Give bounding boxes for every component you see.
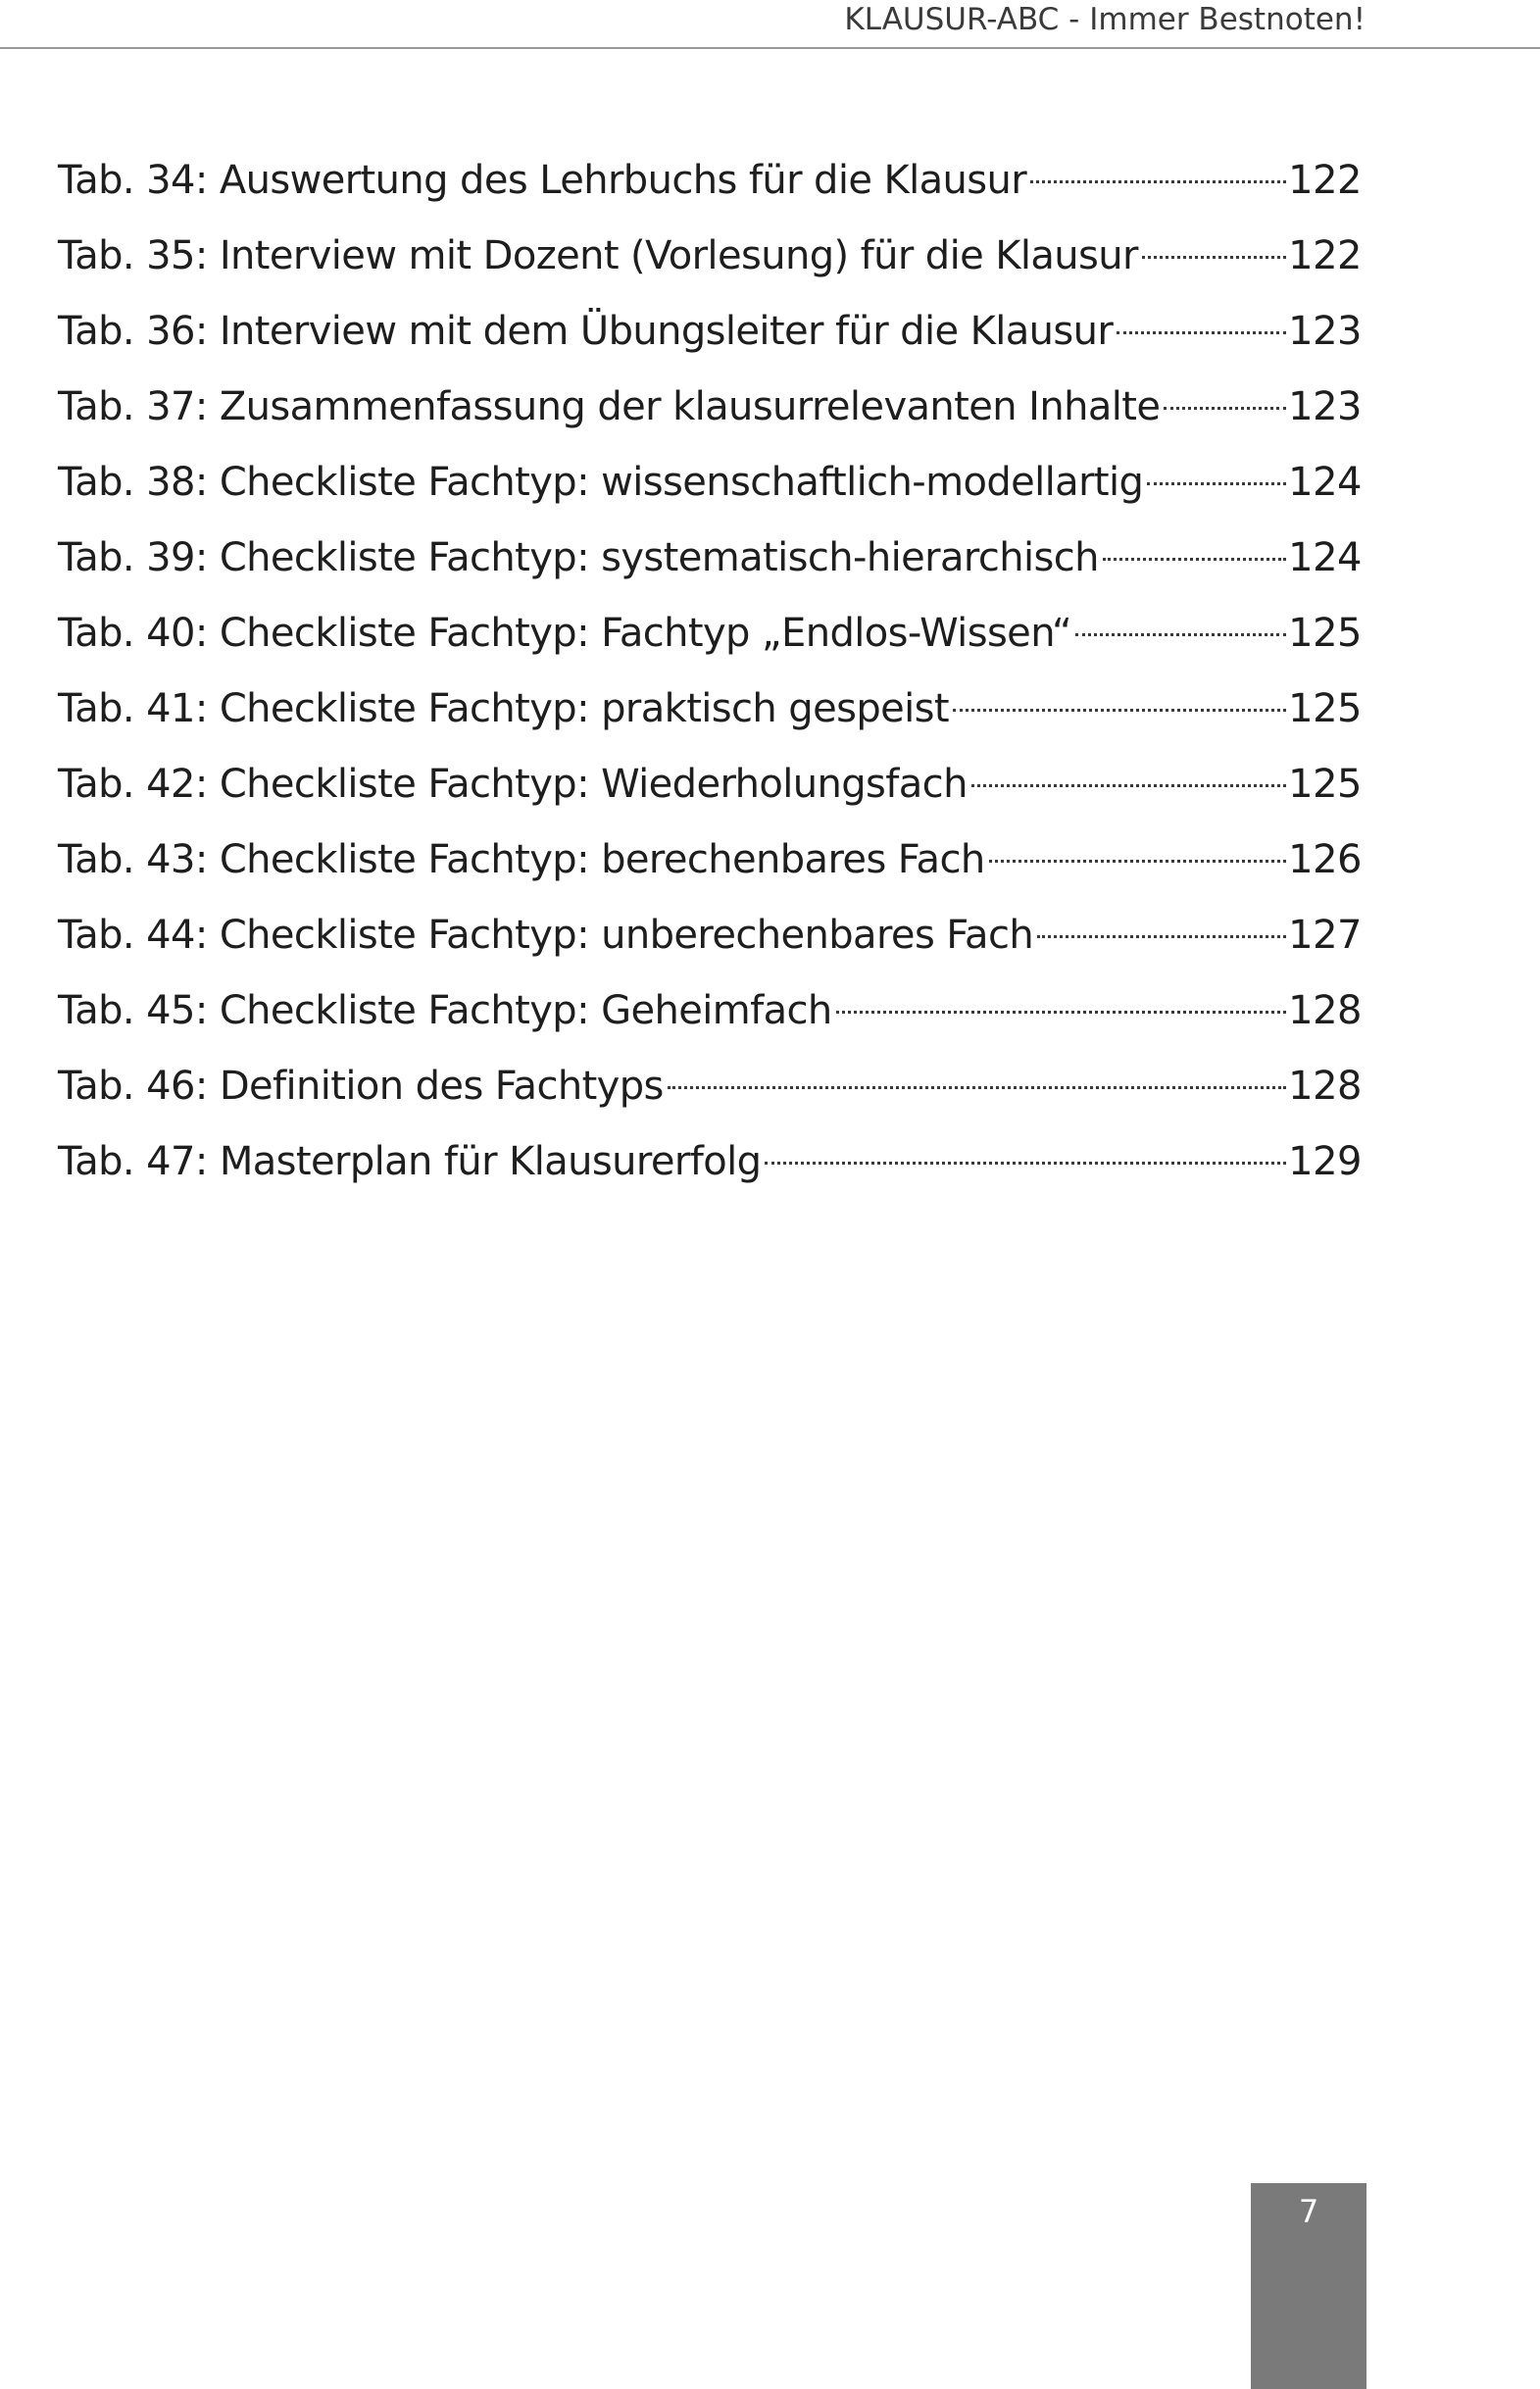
toc-entry[interactable]	[58, 675, 1362, 751]
dot-leader	[1117, 331, 1286, 334]
running-header	[0, 0, 1540, 49]
toc-entry-page: 128	[1288, 1064, 1362, 1109]
toc-entry-title: Tab. 38: Checkliste Fachtyp: wissenschaftlich-modellartig	[58, 460, 1144, 505]
page-number: 7	[1298, 2193, 1319, 2230]
dot-leader	[971, 784, 1286, 787]
dot-leader	[953, 709, 1286, 712]
toc-entry-page: 125	[1288, 686, 1362, 731]
toc-entry[interactable]	[58, 147, 1362, 223]
toc-entry-page: 124	[1288, 535, 1362, 580]
toc-entry[interactable]	[58, 977, 1362, 1053]
toc-entry-page: 122	[1288, 233, 1362, 278]
toc-entry-page: 126	[1288, 837, 1362, 882]
toc-entry-title: Tab. 40: Checkliste Fachtyp: Fachtyp „Endlos-Wissen“	[58, 611, 1072, 656]
running-title: KLAUSUR-ABC - Immer Bestnoten!	[844, 2, 1366, 37]
toc-entry-title: Tab. 41: Checkliste Fachtyp: praktisch gespeist	[58, 686, 949, 731]
toc-entry[interactable]	[58, 826, 1362, 902]
toc-entry-page: 122	[1288, 158, 1362, 203]
dot-leader	[1103, 558, 1286, 561]
toc-entry-title: Tab. 45: Checkliste Fachtyp: Geheimfach	[58, 988, 832, 1033]
toc-entry-title: Tab. 36: Interview mit dem Übungsleiter für die Klausur	[58, 309, 1114, 354]
dot-leader	[836, 1011, 1286, 1014]
dot-leader	[989, 860, 1287, 863]
dot-leader	[1142, 256, 1286, 259]
toc-entry[interactable]	[58, 449, 1362, 524]
toc-entry-page: 123	[1288, 309, 1362, 354]
toc-entry[interactable]	[58, 524, 1362, 600]
table-of-tables	[58, 147, 1362, 1204]
toc-entry-page: 128	[1288, 988, 1362, 1033]
toc-entry[interactable]	[58, 751, 1362, 826]
toc-entry-title: Tab. 43: Checkliste Fachtyp: berechenbares Fach	[58, 837, 985, 882]
toc-entry[interactable]	[58, 902, 1362, 977]
dot-leader	[1037, 935, 1286, 938]
toc-entry-title: Tab. 35: Interview mit Dozent (Vorlesung) für die Klausur	[58, 233, 1138, 278]
toc-entry-title: Tab. 37: Zusammenfassung der klausurrelevanten Inhalte	[58, 384, 1161, 429]
toc-entry-title: Tab. 34: Auswertung des Lehrbuchs für die Klausur	[58, 158, 1027, 203]
dot-leader	[765, 1162, 1286, 1165]
toc-entry-title: Tab. 47: Masterplan für Klausurerfolg	[58, 1139, 762, 1184]
toc-entry-page: 129	[1288, 1139, 1362, 1184]
toc-entry[interactable]	[58, 298, 1362, 373]
toc-entry-page: 123	[1288, 384, 1362, 429]
toc-entry[interactable]	[58, 600, 1362, 675]
dot-leader	[1030, 180, 1286, 183]
dot-leader	[1164, 407, 1286, 410]
toc-entry-page: 127	[1288, 913, 1362, 958]
toc-entry[interactable]	[58, 373, 1362, 449]
toc-entry-title: Tab. 42: Checkliste Fachtyp: Wiederholungsfach	[58, 762, 968, 807]
dot-leader	[1075, 633, 1286, 636]
toc-entry[interactable]	[58, 1053, 1362, 1128]
toc-entry-title: Tab. 46: Definition des Fachtyps	[58, 1064, 664, 1109]
dot-leader	[668, 1086, 1286, 1089]
toc-entry-page: 124	[1288, 460, 1362, 505]
page-number-tab	[1251, 2183, 1366, 2389]
toc-entry[interactable]	[58, 1128, 1362, 1204]
dot-leader	[1147, 482, 1286, 485]
toc-entry-title: Tab. 44: Checkliste Fachtyp: unberechenbares Fach	[58, 913, 1034, 958]
toc-entry-page: 125	[1288, 611, 1362, 656]
toc-entry-page: 125	[1288, 762, 1362, 807]
toc-entry-title: Tab. 39: Checkliste Fachtyp: systematisch-hierarchisch	[58, 535, 1099, 580]
toc-entry[interactable]	[58, 223, 1362, 298]
